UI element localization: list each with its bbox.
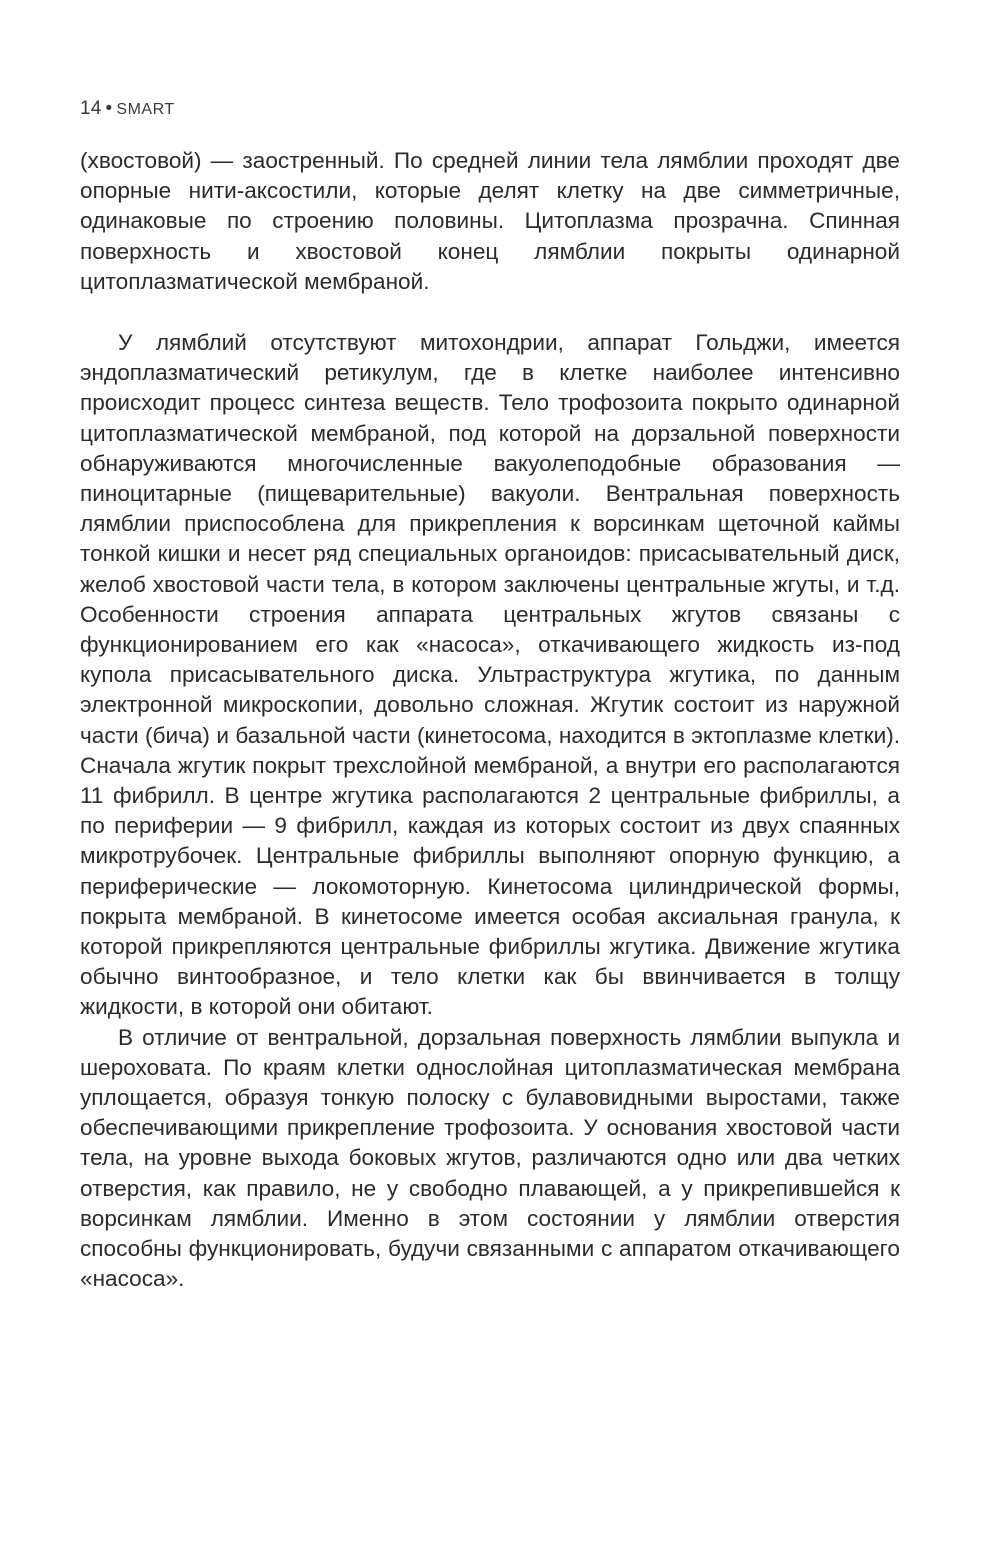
paragraph: У лямблий отсутствуют митохондрии, аппарат Гольджи, имеется эндоплазматический ретикулум, где в клетке наиболее интенсивно происходит процесс синтеза веществ. Тело трофозоита покрыто одинарной цитоплазматической мембраной, под которой на дорзальной поверхности обнаруживаются многочисленные вакуолеподобные образования — пиноцитарные (пищеварительные) вакуоли. Вентральная поверхность лямблии приспособлена для прикрепления к ворсинкам щеточной каймы тонкой кишки и несет ряд специальных органоидов: присасывательный диск, желоб хвостовой части тела, в котором заключены центральные жгуты, и т.д. Особенности строения аппарата центральных жгутов связаны с функционированием его как «насоса», откачивающего жидкость из-под купола присасывательного диска. Ультраструктура жгутика, по данным электронной микроскопии, довольно сложная. Жгутик состоит из наружной части (бича) и базальной части (кинетосома, находится в эктоплазме клетки). Сначала жгутик покрыт трехслойной мембраной, а внутри его располагаются 11 фибрилл. В центре жгутика располагаются 2 центральные фибриллы, а по периферии — 9 фибрилл, каждая из которых состоит из двух спаянных микротрубочек. Центральные фибриллы выполняют опорную функцию, а периферические — локомоторную. Кинетосома цилиндрической формы, покрыта мембраной. В кинетосоме имеется особая аксиальная гранула, к которой прикрепляются центральные фибриллы жгутика. Движение жгутика обычно винтообразное, и тело клетки как бы ввинчивается в толщу жидкости, в которой они обитают. xyxy=(80,330,900,1020)
text-block-top xyxy=(80,146,900,297)
paragraph: В отличие от вентральной, дорзальная поверхность лямблии выпукла и шероховата. По краям клетки однослойная цитоплазматическая мембрана уплощается, образуя тонкую полоску с булавовидными выростами, также обеспечивающими прикрепление трофозоита. У основания хвостовой части тела, на уровне выхода боковых жгутов, различаются одно или два четких отверстия, как правило, не у свободно плавающей, а у прикрепившейся к ворсинкам лямблии. Именно в этом состоянии у лямблии отверстия способны функционировать, будучи связанными с аппаратом откачивающего «насоса». xyxy=(80,1024,900,1292)
paragraph-continuation: (хвостовой) — заостренный. По средней линии тела лямблии проходят две опорные нити-аксостили, которые делят клетку на две симметричные, одинаковые по строению половины. Цитоплазма прозрачна. Спинная поверхность и хвостовой конец лямблии покрыты одинарной цитоплазматической мембраной. xyxy=(80,148,900,294)
series-brand: SMART xyxy=(116,101,175,118)
page-number: 14 xyxy=(80,98,102,119)
running-head xyxy=(80,98,175,120)
text-block-main xyxy=(80,328,900,1295)
running-head-separator: • xyxy=(105,98,113,119)
